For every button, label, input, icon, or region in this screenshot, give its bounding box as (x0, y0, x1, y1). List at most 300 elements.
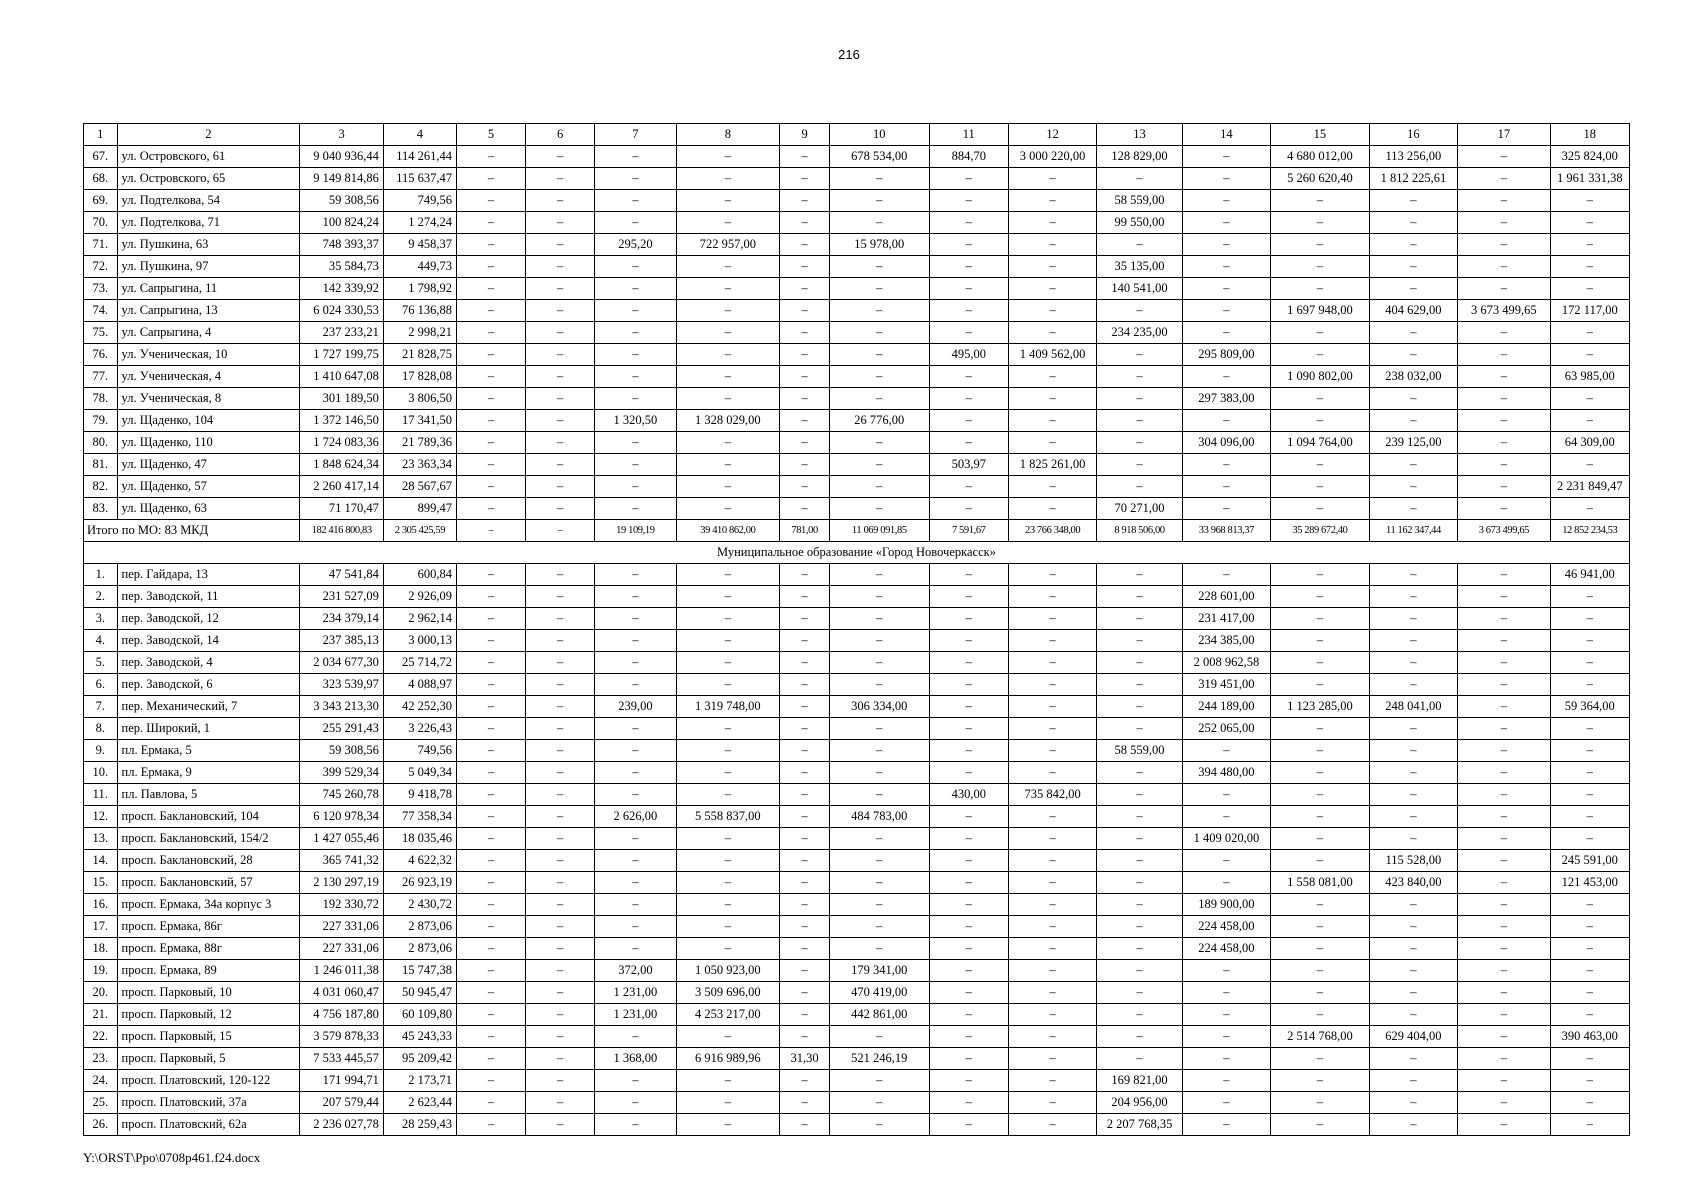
value-cell: – (780, 608, 830, 630)
value-cell: 204 956,00 (1097, 1092, 1182, 1114)
value-cell: – (676, 1026, 780, 1048)
value-cell: – (676, 146, 780, 168)
row-number: 25. (84, 1092, 118, 1114)
value-cell: 404 629,00 (1369, 300, 1457, 322)
value-cell: – (1458, 872, 1550, 894)
value-cell: 301 189,50 (300, 388, 383, 410)
value-cell: – (1550, 1070, 1629, 1092)
value-cell: 172 117,00 (1550, 300, 1629, 322)
value-cell: – (1458, 1070, 1550, 1092)
value-cell: – (929, 300, 1008, 322)
value-cell: – (457, 366, 526, 388)
value-cell: – (1550, 278, 1629, 300)
value-cell: – (780, 916, 830, 938)
value-cell: 2 626,00 (595, 806, 676, 828)
value-cell: – (1271, 564, 1370, 586)
value-cell: – (1550, 234, 1629, 256)
address-cell: ул. Ученическая, 8 (117, 388, 300, 410)
value-cell: – (676, 916, 780, 938)
value-cell: – (1458, 388, 1550, 410)
value-cell: 394 480,00 (1182, 762, 1270, 784)
value-cell: – (1550, 784, 1629, 806)
value-cell: – (1271, 850, 1370, 872)
value-cell: – (1097, 894, 1182, 916)
value-cell: – (1369, 454, 1457, 476)
table-row (84, 564, 1630, 586)
value-cell: 77 358,34 (383, 806, 456, 828)
value-cell: – (595, 278, 676, 300)
value-cell: – (830, 498, 930, 520)
value-cell: – (595, 344, 676, 366)
value-cell: – (457, 894, 526, 916)
value-cell: – (1369, 806, 1457, 828)
value-cell: 484 783,00 (830, 806, 930, 828)
value-cell: – (1008, 168, 1096, 190)
value-cell: 1 094 764,00 (1271, 432, 1370, 454)
value-cell: 365 741,32 (300, 850, 383, 872)
value-cell: 21 828,75 (383, 344, 456, 366)
value-cell: 423 840,00 (1369, 872, 1457, 894)
value-cell: – (1369, 586, 1457, 608)
value-cell: – (1097, 300, 1182, 322)
header-cell: 17 (1458, 124, 1550, 146)
table-row (84, 938, 1630, 960)
value-cell: – (1271, 894, 1370, 916)
value-cell: – (1097, 564, 1182, 586)
value-cell: – (676, 872, 780, 894)
value-cell: – (1097, 784, 1182, 806)
table-row (84, 234, 1630, 256)
value-cell: – (457, 300, 526, 322)
value-cell: – (929, 608, 1008, 630)
value-cell: – (1182, 212, 1270, 234)
value-cell: – (1550, 1114, 1629, 1136)
total-value-cell: 19 109,19 (595, 520, 676, 542)
table-row (84, 894, 1630, 916)
value-cell: 1 231,00 (595, 982, 676, 1004)
value-cell: – (780, 256, 830, 278)
value-cell: – (780, 828, 830, 850)
value-cell: – (676, 344, 780, 366)
row-number: 24. (84, 1070, 118, 1092)
address-cell: ул. Щаденко, 63 (117, 498, 300, 520)
value-cell: – (676, 1114, 780, 1136)
value-cell: 99 550,00 (1097, 212, 1182, 234)
value-cell: – (595, 872, 676, 894)
value-cell: – (457, 850, 526, 872)
row-number: 77. (84, 366, 118, 388)
value-cell: 227 331,06 (300, 916, 383, 938)
value-cell: – (929, 872, 1008, 894)
address-cell: просп. Парковый, 5 (117, 1048, 300, 1070)
value-cell: 2 873,06 (383, 916, 456, 938)
value-cell: 5 260 620,40 (1271, 168, 1370, 190)
value-cell: – (457, 960, 526, 982)
value-cell: – (1182, 234, 1270, 256)
value-cell: – (830, 828, 930, 850)
value-cell: 5 558 837,00 (676, 806, 780, 828)
row-number: 10. (84, 762, 118, 784)
value-cell: – (780, 1026, 830, 1048)
total-value-cell: 23 766 348,00 (1008, 520, 1096, 542)
value-cell: – (1008, 960, 1096, 982)
total-label: Итого по МО: 83 МКД (84, 520, 300, 542)
value-cell: – (830, 630, 930, 652)
value-cell: – (526, 234, 595, 256)
value-cell: 306 334,00 (830, 696, 930, 718)
value-cell: 430,00 (929, 784, 1008, 806)
value-cell: – (1182, 454, 1270, 476)
value-cell: – (1369, 1070, 1457, 1092)
value-cell: – (830, 916, 930, 938)
value-cell: – (526, 982, 595, 1004)
value-cell: – (929, 806, 1008, 828)
value-cell: 1 320,50 (595, 410, 676, 432)
value-cell: – (457, 1070, 526, 1092)
value-cell: – (1271, 1070, 1370, 1092)
value-cell: – (1182, 300, 1270, 322)
value-cell: – (1458, 938, 1550, 960)
table-row (84, 1114, 1630, 1136)
value-cell: – (780, 300, 830, 322)
value-cell: – (457, 784, 526, 806)
value-cell: – (1008, 938, 1096, 960)
value-cell: – (929, 960, 1008, 982)
value-cell: – (595, 630, 676, 652)
value-cell: 15 978,00 (830, 234, 930, 256)
value-cell: – (1458, 366, 1550, 388)
header-cell: 6 (526, 124, 595, 146)
value-cell: – (457, 652, 526, 674)
value-cell: – (1271, 1048, 1370, 1070)
value-cell: – (929, 322, 1008, 344)
value-cell: – (595, 740, 676, 762)
value-cell: – (1182, 806, 1270, 828)
value-cell: – (780, 366, 830, 388)
value-cell: – (1369, 740, 1457, 762)
header-cell: 10 (830, 124, 930, 146)
value-cell: – (1458, 1026, 1550, 1048)
address-cell: ул. Сапрыгина, 11 (117, 278, 300, 300)
value-cell: 237 233,21 (300, 322, 383, 344)
value-cell: – (1550, 806, 1629, 828)
value-cell: – (1097, 696, 1182, 718)
value-cell: – (457, 454, 526, 476)
total-value-cell: 781,00 (780, 520, 830, 542)
value-cell: 28 259,43 (383, 1114, 456, 1136)
value-cell: – (676, 1070, 780, 1092)
value-cell: – (457, 476, 526, 498)
value-cell: – (929, 366, 1008, 388)
header-cell: 9 (780, 124, 830, 146)
value-cell: – (1369, 938, 1457, 960)
value-cell: – (1097, 630, 1182, 652)
value-cell: – (929, 718, 1008, 740)
value-cell: – (595, 146, 676, 168)
value-cell: – (929, 234, 1008, 256)
total-value-cell: 3 673 499,65 (1458, 520, 1550, 542)
value-cell: – (929, 1026, 1008, 1048)
value-cell: – (780, 806, 830, 828)
value-cell: 2 873,06 (383, 938, 456, 960)
value-cell: – (1550, 498, 1629, 520)
row-number: 12. (84, 806, 118, 828)
value-cell: – (1458, 278, 1550, 300)
value-cell: – (595, 564, 676, 586)
value-cell: 1 409 562,00 (1008, 344, 1096, 366)
value-cell: – (929, 212, 1008, 234)
address-cell: просп. Баклановский, 154/2 (117, 828, 300, 850)
value-cell: – (457, 938, 526, 960)
table-row (84, 190, 1630, 212)
table-row (84, 718, 1630, 740)
address-cell: пер. Механический, 7 (117, 696, 300, 718)
value-cell: 495,00 (929, 344, 1008, 366)
value-cell: – (1271, 674, 1370, 696)
value-cell: – (526, 652, 595, 674)
row-number: 83. (84, 498, 118, 520)
value-cell: – (676, 278, 780, 300)
value-cell: – (1369, 234, 1457, 256)
value-cell: – (1097, 916, 1182, 938)
value-cell: – (1369, 784, 1457, 806)
value-cell: – (1182, 1048, 1270, 1070)
address-cell: ул. Щаденко, 110 (117, 432, 300, 454)
value-cell: – (676, 564, 780, 586)
value-cell: – (830, 938, 930, 960)
value-cell: 1 727 199,75 (300, 344, 383, 366)
section-title: Муниципальное образование «Город Новочеркасск» (84, 542, 1630, 564)
value-cell: – (830, 674, 930, 696)
value-cell: – (1182, 476, 1270, 498)
value-cell: 442 861,00 (830, 1004, 930, 1026)
value-cell: – (1182, 190, 1270, 212)
row-number: 5. (84, 652, 118, 674)
value-cell: – (830, 1026, 930, 1048)
value-cell: – (1458, 498, 1550, 520)
value-cell: 59 364,00 (1550, 696, 1629, 718)
value-cell: – (780, 982, 830, 1004)
value-cell: – (526, 960, 595, 982)
address-cell: ул. Ученическая, 10 (117, 344, 300, 366)
value-cell: – (780, 740, 830, 762)
total-value-cell: 182 416 800,83 (300, 520, 383, 542)
value-cell: – (1458, 762, 1550, 784)
value-cell: 58 559,00 (1097, 190, 1182, 212)
value-cell: 722 957,00 (676, 234, 780, 256)
value-cell: – (1550, 344, 1629, 366)
value-cell: 325 824,00 (1550, 146, 1629, 168)
row-number: 81. (84, 454, 118, 476)
value-cell: – (1097, 454, 1182, 476)
value-cell: 228 601,00 (1182, 586, 1270, 608)
value-cell: – (1008, 1026, 1096, 1048)
value-cell: 3 343 213,30 (300, 696, 383, 718)
value-cell: – (1369, 982, 1457, 1004)
table-row (84, 872, 1630, 894)
address-cell: пер. Заводской, 4 (117, 652, 300, 674)
value-cell: – (1182, 410, 1270, 432)
value-cell: – (1458, 1048, 1550, 1070)
value-cell: 1 812 225,61 (1369, 168, 1457, 190)
value-cell: 100 824,24 (300, 212, 383, 234)
value-cell: – (1097, 388, 1182, 410)
value-cell: – (1271, 498, 1370, 520)
value-cell: – (1008, 630, 1096, 652)
value-cell: – (1550, 1004, 1629, 1026)
value-cell: – (1458, 828, 1550, 850)
value-cell: – (1008, 300, 1096, 322)
value-cell: – (780, 190, 830, 212)
address-cell: ул. Пушкина, 97 (117, 256, 300, 278)
value-cell: – (526, 1114, 595, 1136)
value-cell: – (1550, 1048, 1629, 1070)
row-number: 16. (84, 894, 118, 916)
value-cell: – (1550, 674, 1629, 696)
row-number: 23. (84, 1048, 118, 1070)
value-cell: – (526, 938, 595, 960)
value-cell: 70 271,00 (1097, 498, 1182, 520)
section-row (84, 542, 1630, 564)
row-number: 13. (84, 828, 118, 850)
value-cell: – (780, 872, 830, 894)
value-cell: – (457, 388, 526, 410)
value-cell: 3 000 220,00 (1008, 146, 1096, 168)
value-cell: – (830, 652, 930, 674)
value-cell: – (676, 828, 780, 850)
value-cell: – (457, 1092, 526, 1114)
value-cell: 297 383,00 (1182, 388, 1270, 410)
value-cell: 45 243,33 (383, 1026, 456, 1048)
value-cell: 5 049,34 (383, 762, 456, 784)
value-cell: – (1097, 1004, 1182, 1026)
value-cell: – (780, 1004, 830, 1026)
value-cell: – (780, 718, 830, 740)
value-cell: – (830, 1114, 930, 1136)
value-cell: – (1097, 432, 1182, 454)
value-cell: – (526, 630, 595, 652)
value-cell: 64 309,00 (1550, 432, 1629, 454)
value-cell: – (1271, 982, 1370, 1004)
value-cell: – (595, 168, 676, 190)
value-cell: – (526, 410, 595, 432)
value-cell: 50 945,47 (383, 982, 456, 1004)
value-cell: – (929, 168, 1008, 190)
value-cell: – (457, 146, 526, 168)
value-cell: – (830, 740, 930, 762)
value-cell: – (1550, 894, 1629, 916)
value-cell: – (1550, 916, 1629, 938)
value-cell: – (780, 762, 830, 784)
value-cell: 1 798,92 (383, 278, 456, 300)
row-number: 82. (84, 476, 118, 498)
value-cell: 2 207 768,35 (1097, 1114, 1182, 1136)
value-cell: – (929, 1092, 1008, 1114)
value-cell: – (526, 916, 595, 938)
value-cell: – (1369, 278, 1457, 300)
address-cell: ул. Щаденко, 47 (117, 454, 300, 476)
value-cell: – (457, 586, 526, 608)
value-cell: – (526, 872, 595, 894)
table-row (84, 608, 1630, 630)
value-cell: – (780, 630, 830, 652)
value-cell: – (780, 498, 830, 520)
value-cell: 28 567,67 (383, 476, 456, 498)
table-row (84, 1026, 1630, 1048)
value-cell: 3 673 499,65 (1458, 300, 1550, 322)
value-cell: 2 926,09 (383, 586, 456, 608)
header-cell: 11 (929, 124, 1008, 146)
value-cell: – (526, 256, 595, 278)
value-cell: – (676, 454, 780, 476)
row-number: 76. (84, 344, 118, 366)
value-cell: – (1550, 454, 1629, 476)
value-cell: – (676, 652, 780, 674)
value-cell: – (1008, 850, 1096, 872)
value-cell: – (929, 410, 1008, 432)
total-value-cell: 11 162 347,44 (1369, 520, 1457, 542)
address-cell: просп. Платовский, 62а (117, 1114, 300, 1136)
value-cell: – (457, 190, 526, 212)
value-cell: – (1182, 168, 1270, 190)
table-row (84, 146, 1630, 168)
value-cell: 231 527,09 (300, 586, 383, 608)
value-cell: – (1008, 190, 1096, 212)
value-cell: – (830, 476, 930, 498)
value-cell: – (676, 762, 780, 784)
value-cell: 629 404,00 (1369, 1026, 1457, 1048)
value-cell: 1 409 020,00 (1182, 828, 1270, 850)
value-cell: – (780, 784, 830, 806)
value-cell: – (1458, 718, 1550, 740)
value-cell: – (929, 278, 1008, 300)
value-cell: 234 385,00 (1182, 630, 1270, 652)
value-cell: – (1369, 410, 1457, 432)
value-cell: – (929, 894, 1008, 916)
value-cell: – (1097, 718, 1182, 740)
address-cell: просп. Баклановский, 57 (117, 872, 300, 894)
value-cell: – (457, 410, 526, 432)
value-cell: – (595, 894, 676, 916)
value-cell: 58 559,00 (1097, 740, 1182, 762)
value-cell: 76 136,88 (383, 300, 456, 322)
value-cell: – (595, 718, 676, 740)
value-cell: – (1097, 938, 1182, 960)
value-cell: – (1369, 476, 1457, 498)
value-cell: – (1369, 498, 1457, 520)
value-cell: – (1182, 850, 1270, 872)
value-cell: – (1097, 410, 1182, 432)
value-cell: – (1550, 960, 1629, 982)
value-cell: – (1008, 652, 1096, 674)
value-cell: 1 825 261,00 (1008, 454, 1096, 476)
value-cell: – (457, 1004, 526, 1026)
value-cell: – (1008, 322, 1096, 344)
value-cell: – (1458, 168, 1550, 190)
table-row (84, 212, 1630, 234)
table-row (84, 806, 1630, 828)
value-cell: – (1008, 432, 1096, 454)
value-cell: – (929, 564, 1008, 586)
value-cell: – (526, 784, 595, 806)
value-cell: – (1369, 1004, 1457, 1026)
value-cell: – (595, 762, 676, 784)
value-cell: – (1182, 1092, 1270, 1114)
value-cell: 35 135,00 (1097, 256, 1182, 278)
value-cell: – (1550, 256, 1629, 278)
value-cell: – (1008, 366, 1096, 388)
value-cell: 192 330,72 (300, 894, 383, 916)
